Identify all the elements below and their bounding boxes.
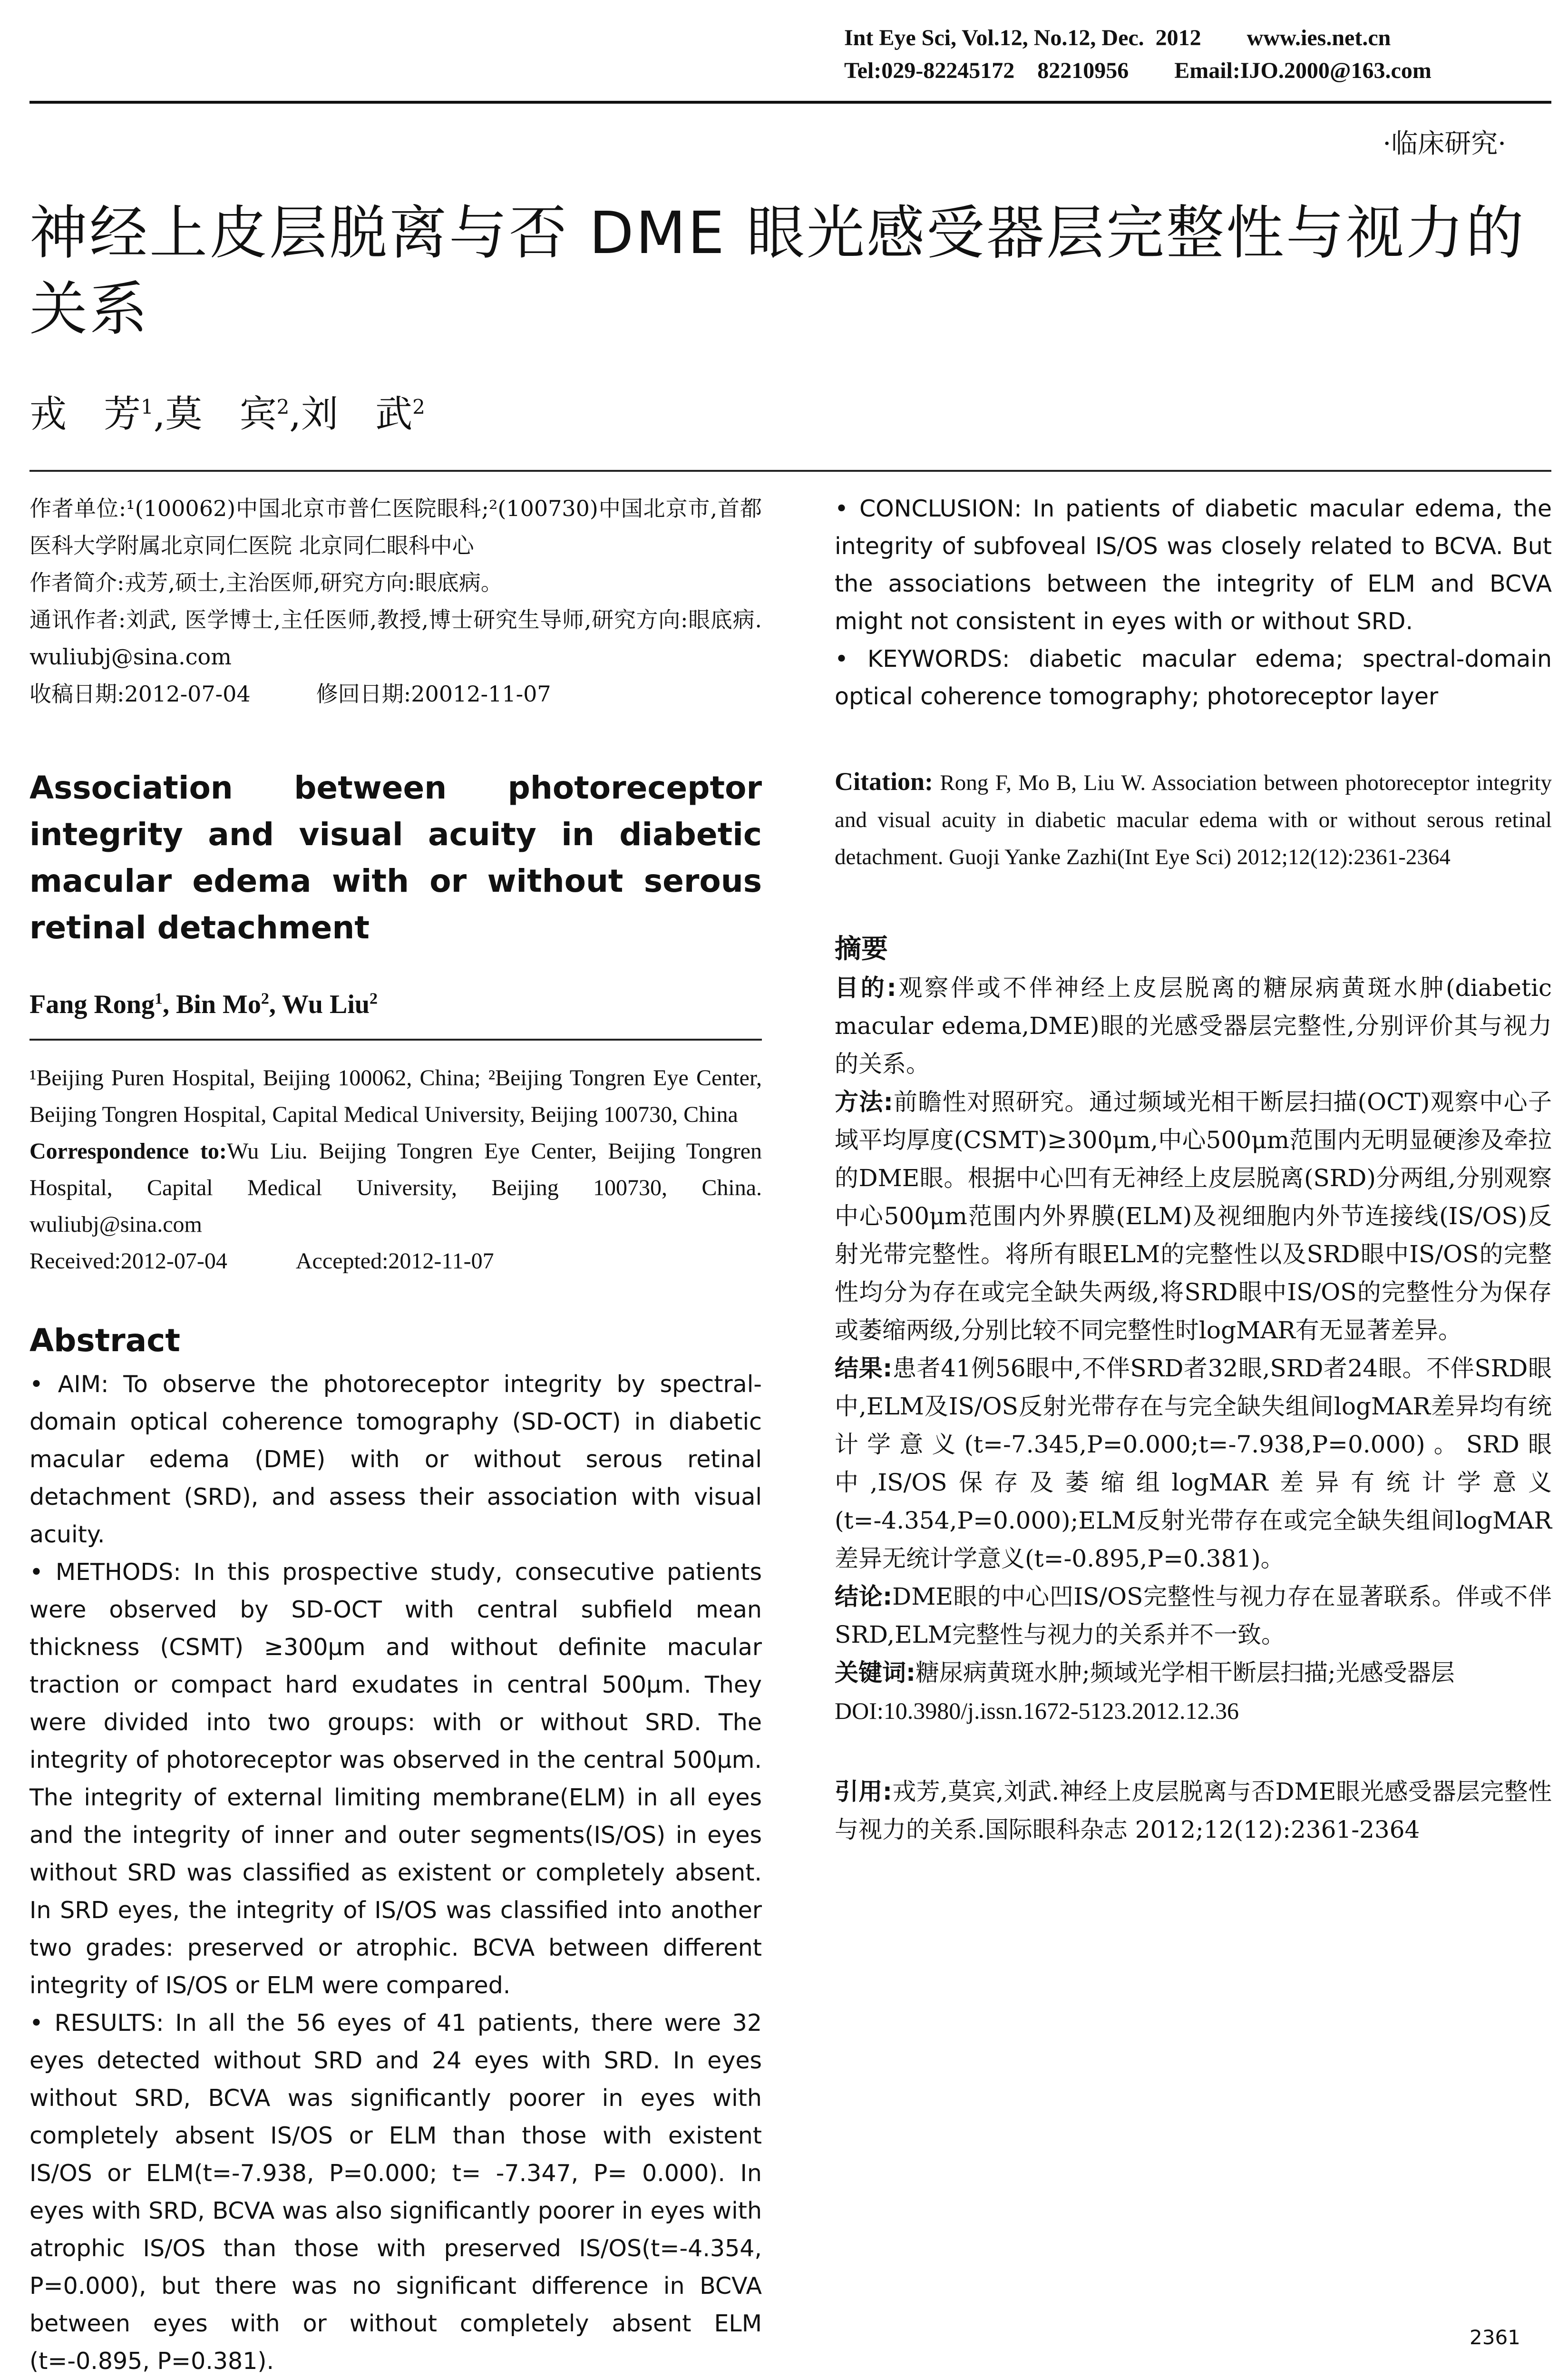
header-divider [29, 101, 1551, 104]
correspondence-text: Wu Liu. Beijing Tongren Eye Center, Beijing Tongren Hospital, Capital Medical University, Beijing 100730, China. wuliubj@sina.com [29, 1139, 762, 1237]
abstract-cn-keywords [835, 1654, 1552, 1692]
authors-en: Fang Rong$^1$, Bin Mo$^2$, Wu Liu$^2$ [29, 990, 378, 1019]
abstract-cn-aim [835, 969, 1552, 1083]
citation-cn-label: 引用: [835, 1778, 892, 1805]
cn-affiliation: 作者单位:¹(100062)中国北京市普仁医院眼科;²(100730)中国北京市,首都医科大学附属北京同仁医院 北京同仁眼科中心 [29, 496, 762, 558]
abstract-body-left [29, 1365, 762, 2378]
received-dates: Received:2012-07-04 Accepted:2012-11-07 [29, 1248, 494, 1274]
page-number: 2361 [1470, 2326, 1520, 2349]
abstract-cn-conclusion-text: DME眼的中心凹IS/OS完整性与视力存在显著联系。伴或不伴SRD,ELM完整性与视力的关系并不一致。 [835, 1583, 1552, 1648]
left-column [29, 490, 762, 2378]
author-cn-1: 戎 芳 [29, 393, 141, 436]
author-cn-2: 莫 宾 [165, 393, 277, 436]
abstract-cn-conclusion-label: 结论: [835, 1583, 893, 1610]
abstract-cn-methods-text: 前瞻性对照研究。通过频域光相干断层扫描(OCT)观察中心子域平均厚度(CSMT)≥300μm,中心500μm范围内无明显硬渗及牵拉的DME眼。根据中心凹有无神经上皮层脱离(SRD)分两组,分别观察中心500μm范围内外界膜(ELM)及视细胞内外节连接线(IS/OS)反射光带完整性。将所有眼ELM的完整性以及SRD眼中IS/OS的完整性均分为存在或完全缺失两级,将SRD眼中IS/OS的完整性分为保存或萎缩两级,分别比较不同完整性时logMAR有无显著差异。 [835, 1088, 1552, 1344]
author-cn-2-sup: 2 [276, 395, 290, 419]
abstract-cn-keywords-label: 关键词: [835, 1659, 915, 1686]
author-cn-1-sup: 1 [141, 395, 154, 419]
authors-cn: 戎 芳$^1$,莫 宾$^2$,刘 武$^2$ [29, 393, 425, 436]
abstract-methods: • METHODS: In this prospective study, consecutive patients were observed by SD-OCT with central subfield mean thickness (CSMT) ≥300μm and without definite macular traction or compact hard exudates in central 500μm. They were divided into two groups: with or without SRD. The integrity of photoreceptor was observed in the central 500μm. The integrity of external limiting membrane(ELM) in all eyes and the integrity of inner and outer segments(IS/OS) in eyes without SRD was classified as existent or completely absent. In SRD eyes, the integrity of IS/OS was classified into another two grades: preserved or atrophic. BCVA between different integrity of IS/OS or ELM were compared. [29, 1559, 762, 1999]
citation-en-label: Citation: [835, 767, 933, 796]
citation-cn [835, 1773, 1552, 1849]
author-en-3: Wu Liu [282, 990, 370, 1019]
authors-en-divider [29, 1039, 762, 1041]
right-column [835, 490, 1552, 1849]
abstract-cn-aim-text: 观察伴或不伴神经上皮层脱离的糖尿病黄斑水肿(diabetic macular edema,DME)眼的光感受器层完整性,分别评价其与视力的关系。 [835, 974, 1552, 1078]
section-label: ·临床研究· [1383, 128, 1506, 159]
abstract-results: • RESULTS: In all the 56 eyes of 41 patients, there were 32 eyes detected without SRD and 24 eyes with SRD. In eyes without SRD, BCVA was significantly poorer in eyes with completely absent IS/OS or ELM than those with existent IS/OS or ELM(t=-7.938, P=0.000; t= -7.347, P= 0.000). In eyes with SRD, BCVA was also significantly poorer in eyes with atrophic IS/OS than those with preserved IS/OS(t=-4.354, P=0.000), but there was no significant difference in BCVA between eyes with or without completely absent ELM (t=-0.895, P=0.381). [29, 2009, 762, 2375]
correspondence-en [29, 1133, 762, 1243]
affiliation-en: ¹Beijing Puren Hospital, Beijing 100062, China; ²Beijing Tongren Eye Center, Beijing Tongren Hospital, Capital Medical University, Beijing 100730, China [29, 1065, 762, 1127]
cn-author-bio: 作者简介:戎芳,硕士,主治医师,研究方向:眼底病。 [29, 570, 503, 595]
abstract-cn-results [835, 1349, 1552, 1578]
abstract-cn-heading: 摘要 [835, 934, 888, 965]
abstract-cn-methods-label: 方法: [835, 1088, 893, 1116]
authors-divider [29, 470, 1551, 472]
abstract-conclusion: • CONCLUSION: In patients of diabetic macular edema, the integrity of subfoveal IS/OS was closely related to BCVA. But the associations between the integrity of ELM and BCVA might not consistent in eyes with or without SRD. [835, 495, 1552, 635]
author-en-3-sup: 2 [370, 990, 378, 1008]
abstract-body-right [835, 490, 1552, 715]
abstract-heading: Abstract [29, 1322, 180, 1359]
citation-en-text: Rong F, Mo B, Liu W. Association between photoreceptor integrity and visual acuity in diabetic macular edema with or without serous retinal detachment. Guoji Yanke Zazhi(Int Eye Sci) 2012;12(12):2361-2364 [835, 770, 1552, 869]
author-en-1: Fang Rong [29, 990, 155, 1019]
citation-cn-text: 戎芳,莫宾,刘武.神经上皮层脱离与否DME眼光感受器层完整性与视力的关系.国际眼科杂志 2012;12(12):2361-2364 [835, 1778, 1552, 1843]
cn-dates: 收稿日期:2012-07-04 修回日期:20012-11-07 [29, 681, 551, 707]
abstract-cn-results-label: 结果: [835, 1355, 893, 1382]
doi: DOI:10.3980/j.issn.1672-5123.2012.12.36 [835, 1697, 1239, 1724]
citation-en [835, 763, 1552, 876]
abstract-cn-body [835, 969, 1552, 1730]
journal-header [844, 25, 1553, 84]
cn-info-block [29, 490, 762, 712]
article-title-cn: 神经上皮层脱离与否 DME 眼光感受器层完整性与视力的关系 [29, 199, 1526, 343]
journal-header-line2: Tel:029-82245172 82210956 Email:IJO.2000@163.com [844, 58, 1432, 83]
author-en-2: Bin Mo [175, 990, 261, 1019]
abstract-keywords: • KEYWORDS: diabetic macular edema; spectral-domain optical coherence tomography; photoreceptor layer [835, 645, 1552, 710]
en-info-block [29, 1060, 762, 1279]
abstract-cn-results-text: 患者41例56眼中,不伴SRD者32眼,SRD者24眼。不伴SRD眼中,ELM及IS/OS反射光带存在与完全缺失组间logMAR差异均有统计学意义(t=-7.345,P=0.000;t=-7.938,P=0.000)。SRD眼中,IS/OS保存及萎缩组logMAR差异有统计学意义(t=-4.354,P=0.000);ELM反射光带存在或完全缺失组间logMAR差异无统计学意义(t=-0.895,P=0.381)。 [835, 1355, 1552, 1572]
author-en-1-sup: 1 [154, 990, 163, 1008]
abstract-aim: • AIM: To observe the photoreceptor integrity by spectral-domain optical coherence tomography (SD-OCT) in diabetic macular edema (DME) with or without serous retinal detachment (SRD), and assess their association with visual acuity. [29, 1371, 762, 1548]
author-cn-3: 刘 武 [301, 393, 413, 436]
correspondence-label: Correspondence to: [29, 1139, 227, 1164]
journal-header-line1: Int Eye Sci, Vol.12, No.12, Dec. 2012 www.ies.net.cn [844, 25, 1391, 50]
abstract-cn-conclusion [835, 1578, 1552, 1654]
abstract-cn-aim-label: 目的: [835, 974, 896, 1002]
abstract-cn-keywords-text: 糖尿病黄斑水肿;频域光学相干断层扫描;光感受器层 [915, 1659, 1455, 1686]
cn-correspondence: 通讯作者:刘武, 医学博士,主任医师,教授,博士研究生导师,研究方向:眼底病. wuliubj@sina.com [29, 607, 762, 670]
author-cn-3-sup: 2 [412, 395, 425, 419]
abstract-cn-methods [835, 1083, 1552, 1349]
article-title-en: Association between photoreceptor integrity and visual acuity in diabetic macular edema with or without serous retinal detachment [29, 770, 762, 946]
author-en-2-sup: 2 [261, 990, 269, 1008]
